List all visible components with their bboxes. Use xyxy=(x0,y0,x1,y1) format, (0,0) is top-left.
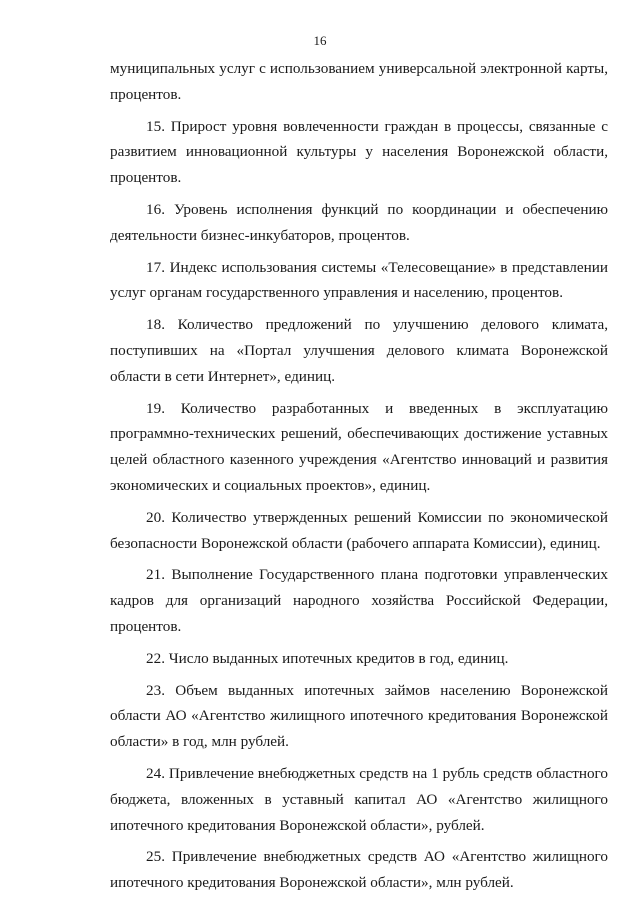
list-item-paragraph: 19. Количество разработанных и введенных в эксплуатацию программно-технических решений, обеспечивающих достижение уставных целей областного казенного учреждения «Агентство инноваций и развития экономических и социальных проектов», единиц. xyxy=(110,399,608,494)
paragraph-continuation: муниципальных услуг с использованием универсальной электронной карты, процентов. xyxy=(110,60,608,103)
list-item-paragraph: 24. Привлечение внебюджетных средств на 1 рубль средств областного бюджета, вложенных в уставный капитал АО «Агентство жилищного ипотечного кредитования Воронежской области», рублей. xyxy=(110,764,608,834)
list-item-paragraph: 17. Индекс использования системы «Телесовещание» в представлении услуг органам государственного управления и населению, процентов. xyxy=(110,258,608,302)
page-number: 16 xyxy=(313,33,327,48)
document-body xyxy=(110,56,608,896)
list-item-paragraph: 23. Объем выданных ипотечных займов населению Воронежской области АО «Агентство жилищного ипотечного кредитования Воронежской области» в год, млн рублей. xyxy=(110,681,608,751)
list-item-paragraph: 21. Выполнение Государственного плана подготовки управленческих кадров для организаций народного хозяйства Российской Федерации, процентов. xyxy=(110,566,608,635)
list-item-paragraph: 25. Привлечение внебюджетных средств АО «Агентство жилищного ипотечного кредитования Воронежской области», млн рублей. xyxy=(110,848,608,892)
list-item-paragraph: 20. Количество утвержденных решений Комиссии по экономической безопасности Воронежской области (рабочего аппарата Комиссии), единиц. xyxy=(110,508,608,552)
list-item-paragraph: 16. Уровень исполнения функций по координации и обеспечению деятельности бизнес-инкубаторов, процентов. xyxy=(110,200,608,244)
list-item-paragraph: 15. Прирост уровня вовлеченности граждан в процессы, связанные с развитием инновационной культуры у населения Воронежской области, процентов. xyxy=(110,117,608,187)
list-item-paragraph: 18. Количество предложений по улучшению делового климата, поступивших на «Портал улучшения делового климата Воронежской области в сети Интернет», единиц. xyxy=(110,316,608,385)
list-item-paragraph: 22. Число выданных ипотечных кредитов в год, единиц. xyxy=(146,649,509,667)
